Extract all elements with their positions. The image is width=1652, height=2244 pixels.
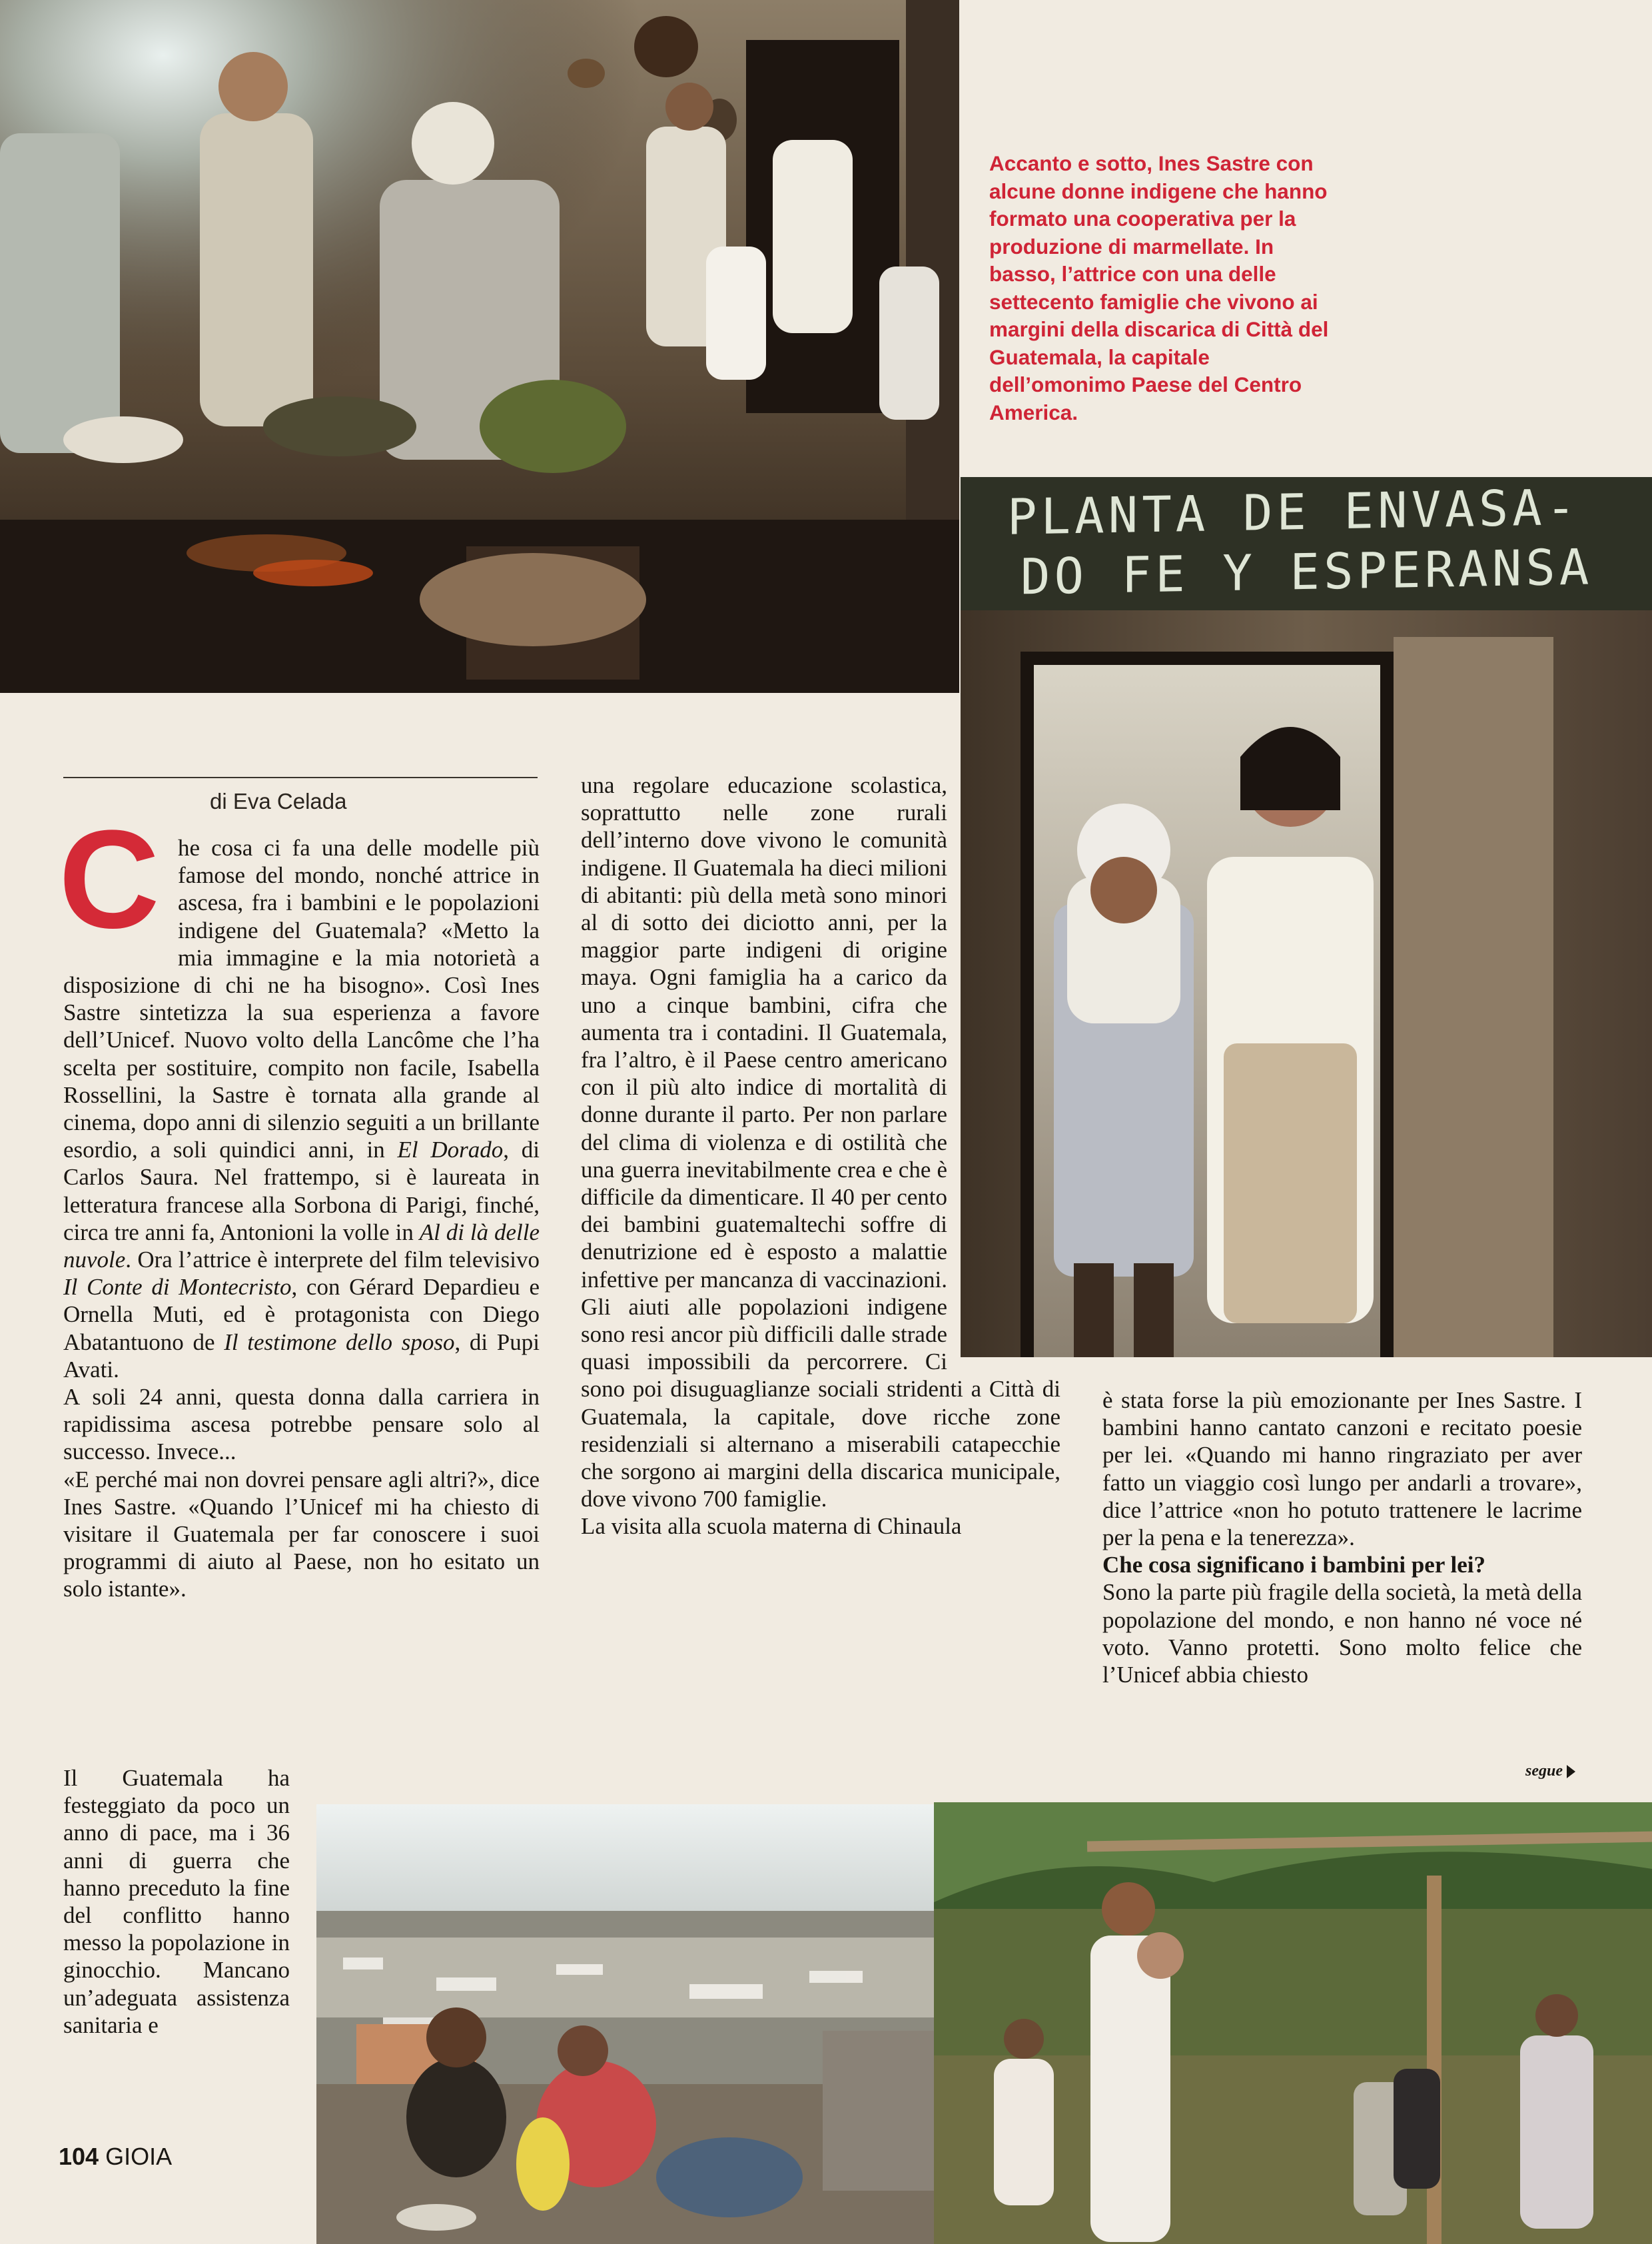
sign-line-2: DO FE Y ESPERANSA xyxy=(1021,538,1593,606)
byline-rule xyxy=(63,777,538,778)
photo-caption: Accanto e sotto, Ines Sastre con alcune donne indigene che hanno formato una cooperativa per la produzione di marmellate. In basso, l’attrice con una delle settecento famiglie che vivono ai margini della discarica di Città del Guatemala, la capitale dell’omonimo Paese del Centro America. xyxy=(989,151,1329,424)
article-column-2 xyxy=(581,772,1060,1540)
article-column-1 xyxy=(63,834,540,1603)
photo-landfill xyxy=(316,1804,936,2244)
byline: di Eva Celada xyxy=(210,789,347,814)
continued-marker: segue xyxy=(1525,1762,1575,1780)
col3-paragraph-2: Sono la parte più fragile della società, la metà della popolazione del mondo, e non hanno né voce né voto. Vanno protetti. Sono molto felice che l’Unicef abbia chiesto xyxy=(1102,1579,1582,1688)
col3-paragraph-1: è stata forse la più emozionante per Ines Sastre. I bambini hanno cantato canzoni e recitato poesie per lei. «Quando mi hanno ringraziato per aver fatto un viaggio così lungo per andarli a trovare», dice l’attrice «non ho potuto trattenere le lacrime per la pena e la tenerezza». xyxy=(1102,1387,1582,1551)
col1-paragraph-4: Il Guatemala ha festeggiato da poco un anno di pace, ma i 36 anni di guerra che hanno preceduto la fine del conflitto hanno messo la popolazione in ginocchio. Mancano un’adeguata assistenza sanitaria e xyxy=(63,1765,290,2038)
col2-paragraph-1: una regolare educazione scolastica, soprattutto nelle zone rurali dell’interno dove vivono le comunità indigene. Il Guatemala ha dieci milioni di abitanti: più della metà sono minori al di sotto dei diciotto anni, per la maggior parte indigeni di origine maya. Ogni famiglia ha a carico da uno a cinque bambini, cifra che aumenta tra i contadini. Il Guatemala, fra l’altro, è il Paese centro americano con il più alto indice di mortalità di donne durante il parto. Per non parlare del clima di violenza e di ostilità che una guerra inevitabilmente crea e che è difficile da dimenticare. Il 40 per cento dei bambini guatemaltechi soffre di denutrizione ed è esposto a malattie infettive per mancanza di vaccinazioni. Gli aiuti alle popolazioni indigene sono resi ancor più difficili dalle strade quasi impossibili da percorrere. Ci sono poi disuguaglianze sociali stridenti a Città di Guatemala, la capitale, dove ricche zone residenziali si alternano a miserabili catapecchie che sorgono ai margini della discarica municipale, dove vivono 700 famiglie. xyxy=(581,772,1060,1512)
arrow-right-icon xyxy=(1567,1765,1575,1778)
sign-line-1: PLANTA DE ENVASA- xyxy=(1007,478,1580,546)
photo-kitchen xyxy=(0,0,959,693)
film-title: Il testimone dello sposo xyxy=(224,1329,455,1355)
page-folio xyxy=(59,2143,172,2171)
cooperative-sign xyxy=(1007,477,1600,621)
film-title: El Dorado xyxy=(397,1137,504,1163)
film-title: Al di là delle nuvole xyxy=(63,1219,540,1273)
drop-cap: C xyxy=(59,801,160,957)
interview-question: Che cosa significano i bambini per lei? xyxy=(1102,1552,1485,1578)
col1-paragraph-3: «E perché mai non dovrei pensare agli altri?», dice Ines Sastre. «Quando l’Unicef mi ha chiesto di visitare il Guatemala per far conoscere i suoi programmi di aiuto al Paese, non ho esitato un solo istante». xyxy=(63,1466,540,1602)
film-title: Il Conte di Montecristo xyxy=(63,1274,292,1301)
article-column-1-continued xyxy=(63,1764,290,2039)
page-number: 104 xyxy=(59,2143,99,2170)
magazine-name: GIOIA xyxy=(105,2143,173,2170)
col1-paragraph-1: he cosa ci fa una delle modelle più famose del mondo, nonché attrice in ascesa, fra i bambini e le popolazioni indigene del Guatemala? «Metto la mia immagine e la mia notorietà a disposizione di chi ne ha bisogno». Così Ines Sastre sintetizza la sua esperienza a favore dell’Unicef. Nuovo volto della Lancôme che l’ha scelta per sostituire, compito non facile, Isabella Rossellini, la Sastre è tornata alla grande al cinema, dopo anni di silenzio seguiti a un brillante esordio, a soli quindici anni, in El Dorado, di Carlos Saura. Nel frattempo, si è laureata in letteratura francese alla Sorbona di Parigi, finché, circa tre anni fa, Antonioni la volle in Al di là delle nuvole. Ora l’attrice è interprete del film televisivo Il Conte di Montecristo, con Gérard Depardieu e Ornella Muti, ed è protagonista con Diego Abatantuono de Il testimone dello sposo, di Pupi Avati. xyxy=(63,835,540,1383)
photo-cooperative-doorway xyxy=(961,477,1652,1357)
article-column-3 xyxy=(1102,1387,1582,1688)
photo-family-field xyxy=(934,1802,1652,2244)
col1-paragraph-2: A soli 24 anni, questa donna dalla carriera in rapidissima ascesa potrebbe pensare solo al successo. Invece... xyxy=(63,1384,540,1465)
col2-paragraph-2: La visita alla scuola materna di Chinaula xyxy=(581,1513,962,1540)
